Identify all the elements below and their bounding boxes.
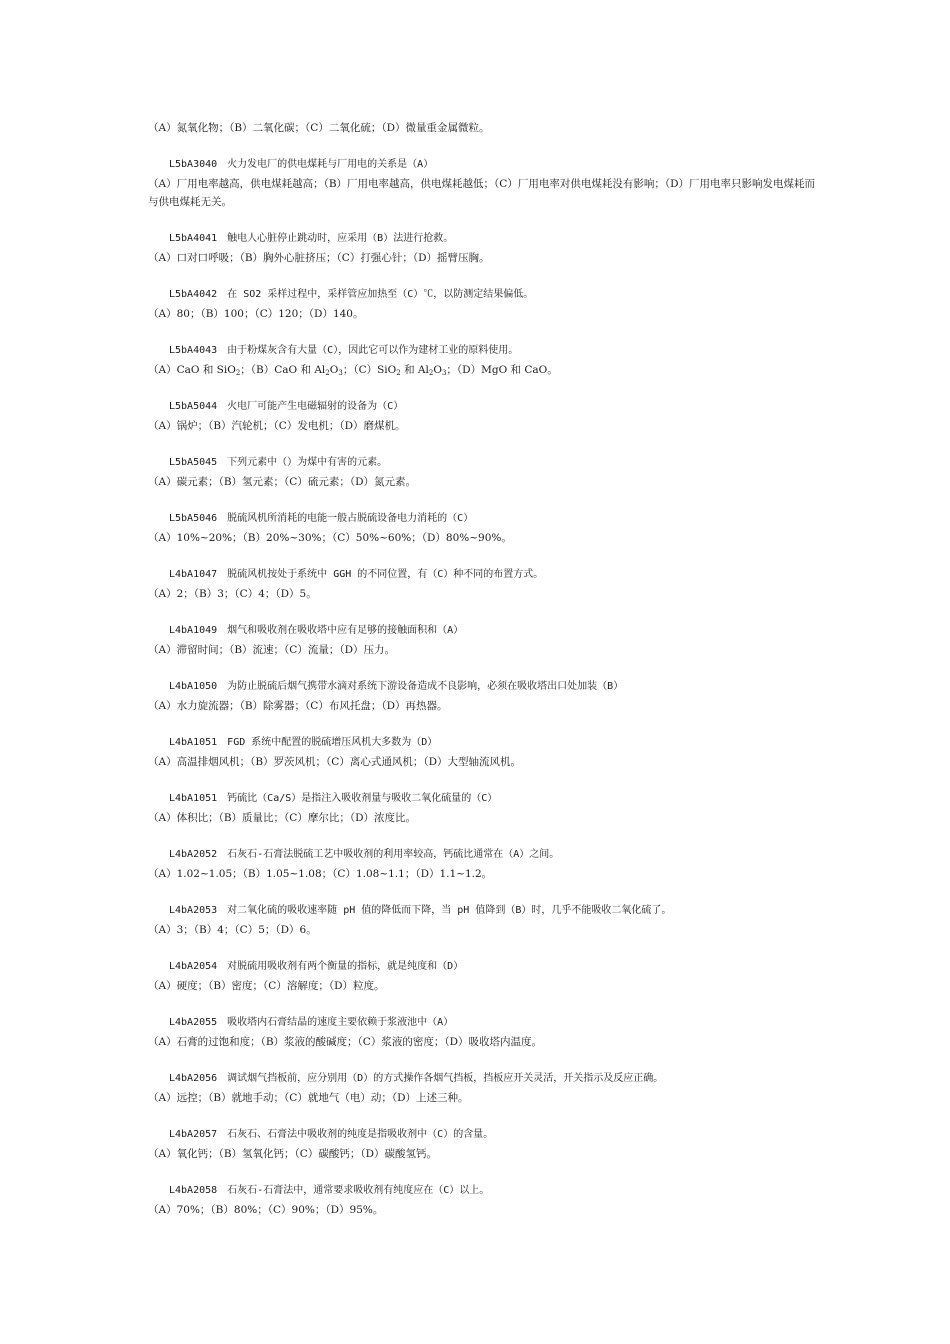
answer-part: 和 Al [400,364,429,376]
question-code: L5bA5045 [169,457,218,468]
question-code: L4bA1047 [169,569,218,580]
question-line [148,1126,818,1144]
question-line [148,1014,818,1032]
question-block [148,846,818,883]
answer-options: （A）石膏的过饱和度；（B）浆液的酸碱度；（C）浆液的密度；（D）吸收塔内温度。 [148,1036,542,1048]
question-code: L4bA2053 [169,905,218,916]
subscript: 3 [441,369,447,377]
question-code: L4bA1050 [169,681,218,692]
question-text: 在 SO2 采样过程中，采样管应加热至（C）℃，以防测定结果偏低。 [227,289,534,300]
question-text: 触电人心脏停止跳动时，应采用（B）法进行抢救。 [227,233,454,244]
question-line [148,622,818,640]
question-block [148,398,818,435]
answer-options: （A）80；（B）100；（C）120；（D）140。 [148,308,364,320]
answer-options: （A）远控；（B）就地手动；（C）就地气（电）动；（D）上述三种。 [148,1092,469,1104]
answer-options: （A）2；（B）3；（C）4；（D）5。 [148,588,317,600]
question-line [148,902,818,920]
question-text: 下列元素中（）为煤中有害的元素。 [227,457,388,468]
answer-options: （A）口对口呼吸；（B）胸外心脏挤压；（C）打强心针；（D）摇臂压胸。 [148,252,490,264]
question-line [148,510,818,528]
question-line [148,734,818,752]
answer-options: （A）3；（B）4；（C）5；（D）6。 [148,924,317,936]
answer-options: （A）70%；（B）80%；（C）90%；（D）95%。 [148,1204,384,1216]
question-block [148,1070,818,1107]
subscript: 2 [325,369,330,377]
answer-options: （A）高温排烟风机；（B）罗茨风机；（C）离心式通风机；（D）大型轴流风机。 [148,756,521,768]
question-text: 对脱硫用吸收剂有两个衡量的指标，就是纯度和（D） [227,961,464,972]
question-code: L4bA1051 [169,737,218,748]
question-block [148,230,818,267]
question-code: L5bA5044 [169,401,218,412]
question-text: FGD 系统中配置的脱硫增压风机大多数为（D） [227,737,438,748]
question-text: 火电厂可能产生电磁辐射的设备为（C） [227,401,404,412]
question-text: 石灰石-石膏法中，通常要求吸收剂有纯度应在（C）以上。 [227,1185,490,1196]
question-text: 石灰石、石膏法中吸收剂的纯度是指吸收剂中（C）的含量。 [227,1129,494,1140]
question-text: 脱硫风机按处于系统中 GGH 的不同位置，有（C）种不同的布置方式。 [227,569,544,580]
subscript: 3 [338,369,343,377]
question-code: L4bA1049 [169,625,218,636]
question-block [148,156,818,211]
answer-options: （A）1.02~1.05；（B）1.05~1.08；（C）1.08~1.1；（D）1.1~1.2。 [148,868,493,880]
question-block [148,958,818,995]
question-block [148,1014,818,1051]
question-text: 调试烟气挡板前，应分别用（D）的方式操作各烟气挡板，挡板应开关灵活，开关指示及反应正确。 [227,1073,664,1084]
question-code: L5bA3040 [169,159,218,170]
question-code: L4bA2056 [169,1073,218,1084]
question-code: L4bA2052 [169,849,218,860]
question-code: L4bA2055 [169,1017,218,1028]
question-line [148,454,818,472]
answer-options: （A）10%~20%；（B）20%~30%；（C）50%~60%；（D）80%~90%。 [148,532,512,544]
subscript: 2 [428,369,434,377]
document-page [148,119,818,1238]
question-text: 由于粉煤灰含有大量（C），因此它可以作为建材工业的原料使用。 [227,345,519,356]
question-line [148,958,818,976]
answer-options: （A）体积比；（B）质量比；（C）摩尔比；（D）浓度比。 [148,812,417,824]
answer-part: ；（C）SiO [342,364,397,376]
question-line [148,1182,818,1200]
question-line [148,566,818,584]
question-code: L5bA5046 [169,513,218,524]
answer-options: （A）氧化钙；（B）氢氧化钙；（C）碳酸钙；（D）碳酸氢钙。 [148,1148,438,1160]
question-line [148,846,818,864]
question-block [148,1182,818,1219]
answer-part: （A）CaO 和 SiO [148,364,236,376]
answer-options: （A）碳元素；（B）氢元素；（C）硫元素；（D）氮元素。 [148,476,417,488]
question-block [148,566,818,603]
answer-options: （A）硬度；（B）密度；（C）溶解度；（D）粒度。 [148,980,385,992]
question-line [148,286,818,304]
question-text: 吸收塔内石膏结晶的速度主要依赖于浆液池中（A） [227,1017,454,1028]
question-code: L4bA2057 [169,1129,218,1140]
question-code: L4bA1051 [169,793,218,804]
question-block [148,734,818,771]
question-line [148,342,818,360]
answer-options: （A）锅炉；（B）汽轮机；（C）发电机；（D）磨煤机。 [148,420,406,432]
answer-options: （A）厂用电率越高，供电煤耗越高；（B）厂用电率越高，供电煤耗越低；（C）厂用电率对供电煤耗没有影响；（D）厂用电率只影响发电煤耗而与供电煤耗无关。 [148,178,815,208]
question-block [148,678,818,715]
answer-options: （A）水力旋流器；（B）除雾器；（C）布风托盘；（D）再热器。 [148,700,448,712]
question-block [148,1126,818,1163]
question-block [148,510,818,547]
question-code: L5bA4042 [169,289,218,300]
question-line [148,790,818,808]
question-code: L5bA4043 [169,345,218,356]
question-line [148,230,818,248]
question-text: 钙硫比（Ca/S）是指注入吸收剂量与吸收二氧化硫量的（C） [227,793,498,804]
question-block [148,342,818,379]
question-block [148,902,818,939]
question-block [148,790,818,827]
question-text: 石灰石-石膏法脱硫工艺中吸收剂的利用率较高，钙硫比通常在（A）之间。 [227,849,560,860]
question-text: 为防止脱硫后烟气携带水滴对系统下游设备造成不良影响，必须在吸收塔出口处加装（B） [227,681,624,692]
question-line [148,398,818,416]
answer-options: （A）CaO 和 SiO$_2$；（B）CaO 和 $Al_2O_3$；（C）SiO$_2$ 和 $Al_2O_3$；（D）MgO 和 CaO。 [148,364,558,377]
question-code: L4bA2054 [169,961,218,972]
question-text: 烟气和吸收剂在吸收塔中应有足够的接触面积和（A） [227,625,464,636]
subscript: 2 [396,369,401,377]
question-line [148,156,818,174]
question-line [148,1070,818,1088]
question-code: L5bA4041 [169,233,218,244]
question-block [148,286,818,323]
question-text: 脱硫风机所消耗的电能一般占脱硫设备电力消耗的（C） [227,513,474,524]
answer-options: （A）滞留时间；（B）流速；（C）流量；（D）压力。 [148,644,396,656]
answer-options: （A）氮氧化物；（B）二氧化碳；（C）二氧化硫；（D）微量重金属微粒。 [148,122,490,134]
question-code: L4bA2058 [169,1185,218,1196]
answer-part: ；（D）MgO 和 CaO。 [446,364,558,376]
answer-part: ；（B）CaO 和 Al [240,364,326,376]
subscript: 2 [235,369,241,377]
question-line [148,678,818,696]
question-text: 火力发电厂的供电煤耗与厂用电的关系是（A） [227,159,434,170]
question-text: 对二氧化硫的吸收速率随 pH 值的降低而下降，当 pH 值降到（B）时，几乎不能吸收二氧化硫了。 [227,905,672,916]
question-block [148,622,818,659]
question-block [148,454,818,491]
